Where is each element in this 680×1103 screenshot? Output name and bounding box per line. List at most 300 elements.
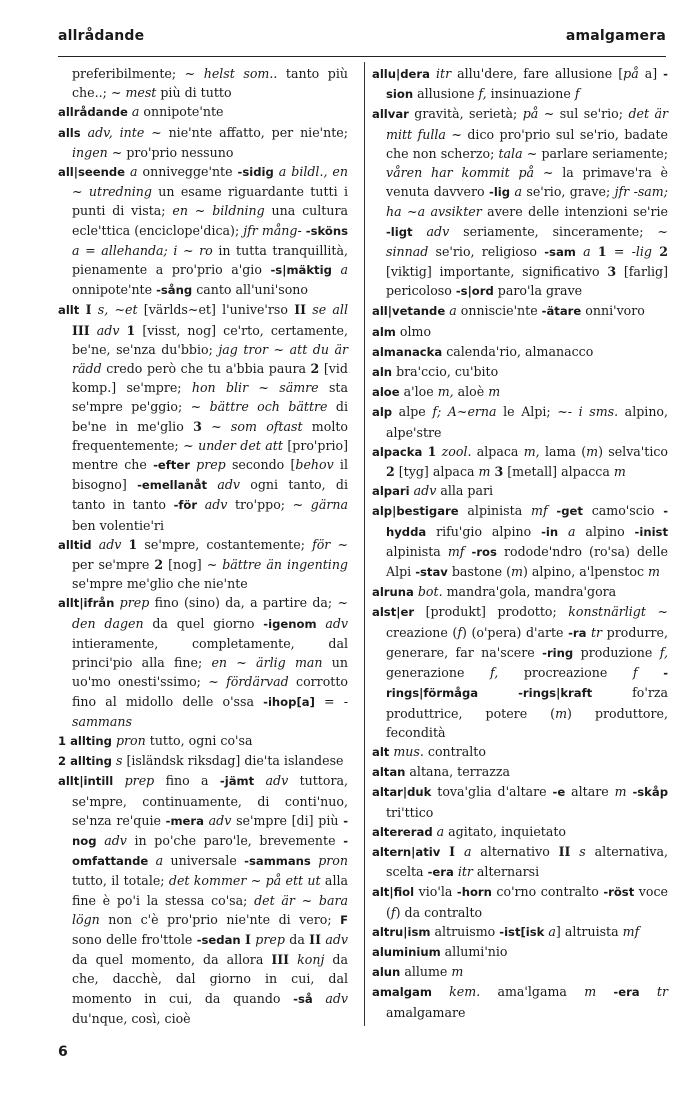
headword: alm (372, 324, 396, 339)
italic-text: adv (413, 483, 437, 499)
headword: -mera (165, 813, 204, 828)
definition-text (202, 419, 211, 434)
italic-text: ~ den dagen (72, 595, 348, 631)
dictionary-entry (372, 342, 668, 362)
italic-text: mf (447, 543, 465, 559)
headword: aloe (372, 385, 400, 400)
definition-text: insinuazione (486, 86, 575, 102)
dictionary-entry (58, 731, 348, 751)
headword: alp|bestigare (372, 504, 459, 519)
dictionary-entry (58, 771, 348, 1028)
sense-number: 1 (427, 443, 437, 459)
italic-text: m (511, 564, 523, 580)
headword: -sam (544, 244, 576, 259)
definition-text: voce ( (386, 884, 668, 920)
italic-text: m (478, 464, 491, 480)
definition-text: le Alpi; (496, 404, 558, 420)
headword: alp (372, 405, 393, 420)
definition-text: ) (o'pera) d'arte (462, 624, 569, 640)
dictionary-entry (372, 481, 668, 501)
italic-text: jfr mång- (243, 222, 302, 238)
definition-text: seriamente, sinceramente; ~ (449, 223, 668, 239)
dictionary-entry (58, 751, 348, 771)
definition-text: più di tutto (156, 85, 232, 101)
definition-text (315, 694, 324, 709)
dictionary-entry (372, 982, 668, 1021)
italic-text: m (451, 964, 464, 980)
definition-text: alternativo (471, 843, 559, 859)
definition-text: bra'ccio, cu'bito (392, 364, 499, 380)
headword: 2 allting (58, 754, 112, 769)
headword: allvar (372, 107, 409, 122)
definition-text (576, 244, 583, 259)
italic-text: a = allehanda; i ~ ro (72, 242, 213, 258)
definition-text: fino a (154, 773, 220, 789)
italic-text: sinnad (386, 243, 429, 259)
definition-text (148, 853, 155, 868)
definition-text: [tyg] alpaca (394, 464, 479, 480)
italic-text: a (514, 184, 522, 200)
headword: altererad (372, 824, 433, 839)
italic-text: m, (437, 384, 454, 400)
sense-number: II (294, 302, 306, 318)
headword: -jämt (219, 774, 255, 789)
definition-text: paro'la grave (493, 283, 583, 299)
definition-text (455, 844, 464, 859)
italic-text: m (648, 564, 660, 580)
italic-text: det är ~ bara lögn (72, 892, 349, 927)
definition-text: ben volentie'ri (72, 517, 164, 533)
definition-text: sul se'rio; (554, 106, 629, 122)
definition-text: onnipote'nte (139, 104, 224, 120)
definition-text: [nog] (163, 557, 207, 573)
italic-text: ~ fördärvad (208, 674, 289, 690)
definition-text: agitato, inquietato (444, 823, 566, 839)
definition-text: da quel momento, da allora (72, 952, 272, 968)
headword: altan (372, 765, 406, 780)
italic-text: hon blir ~ sämre (191, 380, 319, 396)
definition-text: corrotto fino al midollo delle o'ssa (72, 674, 348, 709)
headword: alltid (58, 537, 92, 552)
definition-text: intieramente, completamente, dal princi'pio alla fine; (72, 635, 348, 671)
definition-text (607, 244, 614, 259)
headword: aln (372, 365, 393, 380)
sense-number: 1 (126, 322, 136, 338)
italic-text: a (449, 303, 457, 319)
definition-text (207, 477, 217, 492)
definition-text: il bisogno] (72, 457, 348, 493)
definition-text: fino (sino) da, a partire da; (149, 595, 338, 611)
definition-text: se'rio, grave; (522, 184, 615, 200)
sense-number: 2 (310, 361, 320, 377)
definition-text: in tutta tranquillità, pienamente a pro'prio a'gio (72, 242, 348, 278)
headword: alpacka (372, 444, 423, 459)
definition-text: ) alpino, a'lpenstoc (522, 564, 649, 580)
page-header (58, 22, 666, 57)
headword: alpari (372, 484, 410, 499)
definition-text: amalgamare (386, 1004, 466, 1020)
italic-text: a bildl., en ~ utredning (72, 164, 348, 200)
definition-text (121, 537, 128, 552)
definition-text: calenda'rio, almanacco (442, 343, 594, 359)
italic-text: mest (125, 85, 157, 101)
dictionary-entry (372, 582, 668, 602)
italic-text: a (131, 104, 140, 120)
headword: altru|ism (372, 924, 431, 939)
definition-text: du'nque, così, cioè (72, 1010, 191, 1026)
definition-text: secondo [ (225, 457, 296, 473)
definition-text: contralto (423, 743, 486, 759)
definition-text: universale (163, 853, 245, 869)
dictionary-entry (372, 442, 668, 481)
definition-text: molto frequentemente; (72, 418, 348, 453)
definition-text: in po'che paro'le, brevemente (126, 832, 344, 848)
italic-text: det är mitt fulla ~ (386, 106, 668, 142)
italic-text: konstnärligt ~ (568, 604, 668, 620)
italic-text: prep (124, 773, 155, 789)
dictionary-entry (372, 322, 668, 342)
definition-text: mandra'gola, mandra'gora (442, 584, 617, 600)
definition-text: sono delle fro'ttole (72, 931, 197, 947)
definition-text: vio'la (414, 884, 457, 900)
definition-text: creazione ( (386, 624, 458, 640)
italic-text: ~ gärna (292, 497, 348, 513)
definition-text (92, 537, 99, 552)
sense-number: 2 (659, 243, 668, 259)
definition-text (119, 323, 126, 338)
definition-text: allume (400, 964, 452, 980)
dictionary-entry (372, 104, 668, 301)
definition-text: se'rio, religioso (428, 243, 545, 259)
italic-text: m (584, 984, 597, 1000)
headword: -ist[isk (499, 924, 545, 939)
sense-number: 3 (193, 418, 202, 434)
definition-text: onni'voro (581, 303, 645, 319)
italic-text: adv (204, 497, 228, 513)
italic-text: adv (325, 931, 349, 947)
left-column (58, 64, 348, 1028)
definition-text: camo'scio (582, 503, 664, 519)
sense-number: 3 (607, 264, 617, 280)
sense-number: 2 (386, 464, 395, 480)
definition-text: sta se'mpre pe'ggio; (72, 380, 348, 415)
dictionary-entry (372, 842, 668, 882)
italic-text: a (436, 823, 445, 839)
definition-text: rodode'ndro (ro'sa) delle Alpi (386, 543, 668, 580)
sense-number: II (558, 843, 571, 859)
headword: -s|mäktig (270, 263, 332, 278)
definition-text: tova'glia d'altare (431, 784, 553, 800)
italic-text: se all (312, 302, 348, 318)
dictionary-entry (372, 382, 668, 402)
italic-text: jag tror ~ att du är rädd (72, 341, 349, 377)
headword: all|vetande (372, 304, 446, 319)
definition-text: tutto, ogni co'sa (145, 732, 253, 748)
headword: -röst (603, 885, 635, 900)
definition-text: tri'ttico (386, 804, 434, 820)
definition-text: [världs~et] l'unive'rso (137, 302, 295, 318)
definition-text: alla fine è po'i la stessa co'sa; (72, 873, 349, 908)
italic-text: prep (119, 595, 150, 611)
headword: almanacka (372, 344, 443, 359)
italic-text: ~- i sms. (557, 404, 619, 420)
headword: allrådande (58, 105, 128, 120)
italic-text: m (488, 384, 501, 400)
definition-text: ~ nie'nte affatto, per nie'nte; (144, 124, 348, 140)
definition-text (591, 244, 598, 259)
definition-text: alpe (392, 404, 433, 420)
italic-text: f (457, 624, 462, 640)
italic-text: våren har kommit på ~ (386, 165, 554, 181)
definition-text: un uo'mo onesti'ssimo; (72, 655, 348, 690)
definition-text: aloè (453, 384, 489, 400)
sense-number: III (271, 952, 290, 968)
sense-number: I (85, 302, 92, 318)
definition-text: onnisciе'nte (456, 303, 542, 319)
definition-text (413, 224, 427, 239)
headword: -ring (542, 645, 574, 660)
definition-text: alternarsi (472, 864, 540, 880)
definition-text: da che, dacchè, dal giorno in cui, dal momento in cui, da quando (72, 952, 348, 1006)
definition-text: lama ( (539, 443, 587, 459)
italic-text: adv (325, 615, 348, 631)
dictionary-entry (58, 64, 348, 102)
sense-number: 3 (494, 464, 504, 480)
italic-text: helst som.. (203, 66, 278, 81)
headword: aluminium (372, 944, 441, 959)
headword: -get (556, 504, 583, 519)
definition-text (464, 544, 471, 559)
definition-text: ) selva'tico (598, 443, 668, 459)
dictionary-entry (372, 922, 668, 942)
definition-text (432, 984, 449, 999)
sense-number: 1 (597, 243, 607, 259)
definition-text: tanto più che..; ~ (72, 66, 348, 101)
italic-text: adv (98, 536, 122, 552)
dictionary-entry (58, 300, 348, 534)
italic-text: jfr -sam; ha ~a avsikter (386, 184, 668, 220)
definition-text (478, 685, 518, 700)
definition-text (313, 991, 326, 1006)
headword: -ätare (541, 304, 582, 319)
definition-text: produzione (573, 644, 660, 660)
definition-text: [farlig] pericoloso (386, 264, 668, 299)
definition-text (440, 844, 449, 859)
dictionary-entry (58, 102, 348, 122)
definition-text (640, 984, 657, 999)
italic-text: adv (325, 990, 348, 1006)
italic-text: ~ bättre och bättre (190, 399, 328, 415)
headword: -hydda (386, 504, 668, 539)
definition-text: credo però che tu a'bbia paura (101, 361, 311, 377)
italic-text: på ~ (522, 106, 555, 122)
definition-text: da (284, 931, 310, 947)
definition-text (638, 665, 664, 680)
sense-number: III (72, 322, 90, 338)
definition-text: procreazione (498, 665, 633, 681)
italic-text: a (583, 243, 591, 259)
italic-text: prep (196, 457, 226, 473)
definition-text: alpino, alpe'stre (386, 404, 669, 440)
definition-text: avere delle intenzioni se'rie (481, 204, 668, 220)
headword: allu|dera (372, 67, 430, 81)
italic-text: a (548, 923, 556, 939)
dictionary-entry (372, 942, 668, 962)
dictionary-entry (372, 362, 668, 382)
dictionary-entry (372, 822, 668, 842)
dictionary-entry (372, 882, 668, 921)
headword: -så (293, 991, 313, 1006)
definition-text: ] altruista (555, 923, 623, 939)
definition-text: [visst, nog] ce'rto, certamente, be'ne, se'nza du'bbio; (72, 322, 348, 357)
definition-text: [vid komp.] se'mpre; (72, 361, 348, 396)
definition-text: [produkt] prodotto; (414, 604, 569, 620)
definition-text (254, 773, 265, 788)
italic-text: m (586, 443, 599, 459)
italic-text: s (115, 753, 123, 769)
headword: -ihop[a] (263, 694, 315, 709)
headword: -era (613, 985, 640, 1000)
dictionary-entry (372, 64, 668, 104)
headword: -rings|kraft (518, 686, 593, 701)
italic-text: itr (457, 864, 473, 880)
italic-text: mf (622, 923, 640, 939)
italic-text: zool. (441, 443, 472, 459)
definition-text: la primave'ra è venuta davvero (386, 165, 668, 200)
italic-text: mf (531, 503, 548, 519)
definition-text: [viktig] importante, significativo (386, 264, 608, 280)
definition-text: a] (638, 66, 664, 81)
italic-text: adv (217, 477, 241, 493)
headword: alls (58, 125, 81, 140)
definition-text: se'mpre me'glio che nie'nte (72, 576, 248, 592)
header-last-headword: amalgamera (565, 28, 666, 44)
italic-text: prep (255, 931, 285, 947)
italic-text: ~ under det att (183, 437, 283, 453)
definition-text: da quel giorno (143, 615, 264, 631)
italic-text: ~ som oftast (211, 418, 303, 434)
italic-text: f (574, 86, 580, 102)
definition-text: dico pro'prio sul se'rio, badate che non scherzo; (386, 126, 668, 161)
definition-text: co'rno contralto (491, 884, 604, 900)
italic-text: f, (490, 665, 499, 681)
italic-text: f; A~erna (432, 404, 497, 420)
definition-text: olmo (395, 323, 432, 339)
definition-text: gravità, serietà; (408, 106, 523, 122)
definition-text: [pro'prio] mentre che (72, 437, 349, 473)
italic-text: a (155, 853, 164, 869)
italic-text: tala ~ (498, 145, 538, 161)
headword: alt (372, 744, 390, 759)
headword: -ligt (386, 224, 413, 239)
headword: alt|fiol (372, 885, 415, 900)
definition-text: [metall] alpacca (503, 464, 614, 480)
sense-number: 2 (154, 557, 164, 573)
italic-text: adv (265, 773, 289, 789)
italic-text: ingen (72, 144, 108, 160)
definition-text: altana, terrazza (405, 764, 510, 780)
italic-text: a (567, 523, 576, 539)
definition-text (90, 323, 97, 338)
definition-text (570, 844, 579, 859)
definition-text (113, 773, 124, 788)
headword: -stav (415, 565, 448, 580)
definition-text: una cultura ecle'ttica (enciclope'dica); (72, 203, 349, 238)
dictionary-entry (58, 535, 348, 594)
dictionary-entry (58, 123, 348, 162)
dictionary-entry (58, 593, 348, 730)
definition-text: rifu'gio alpino (426, 523, 542, 539)
italic-text: itr (435, 66, 452, 81)
definition-text: produrre, generare, far na'scere (386, 624, 668, 660)
definition-text: allu'dere, fare allusione [ (451, 66, 624, 81)
italic-text: adv, inte (87, 124, 145, 140)
definition-text: alpinista (458, 503, 531, 519)
italic-text: f (390, 904, 396, 920)
italic-text: pron (115, 732, 146, 748)
headword: alun (372, 965, 401, 980)
dictionary-entry (372, 301, 668, 321)
headword: -omfattande (72, 833, 348, 869)
definition-text: alpinista (386, 543, 448, 559)
definition-text (596, 984, 613, 999)
definition-text: tutto, il totale; (72, 873, 169, 889)
headword: -sammans (244, 854, 311, 869)
italic-text: ~et (114, 302, 138, 318)
definition-text: parlare seriamente; (537, 145, 668, 161)
dictionary-entry (372, 402, 668, 441)
headword: -emellanåt (137, 478, 208, 493)
definition-text: se'mpre [di] più (231, 812, 344, 828)
headword: -igenom (263, 616, 317, 631)
headword: amalgam (372, 985, 432, 1000)
headword: -sion (386, 67, 668, 102)
dictionary-entry (372, 762, 668, 782)
headword: -ra (568, 625, 587, 640)
headword: -rings|förmåga (386, 666, 668, 701)
definition-text: onnipote'nte (72, 282, 157, 298)
definition-text (289, 952, 297, 967)
headword: -skåp (632, 785, 668, 800)
italic-text: a (130, 164, 138, 180)
italic-text: m, (523, 443, 540, 459)
definition-text: bastone ( (447, 564, 512, 580)
italic-text: adv (104, 832, 127, 848)
headword: alruna (372, 585, 414, 600)
headword: -sång (156, 283, 193, 298)
italic-text: kem. (449, 984, 481, 1000)
dictionary-entry (58, 162, 348, 300)
definition-text: ogni tanto, di tanto in tanto (72, 477, 348, 513)
headword: -sedan (196, 932, 241, 947)
headword: 1 allting (58, 733, 112, 748)
italic-text: adv (208, 812, 232, 828)
sense-number: I (245, 931, 251, 947)
definition-text: preferibilmente; ~ (72, 66, 204, 81)
italic-text: f, (478, 86, 487, 102)
definition-text: alla pari (436, 483, 494, 499)
definition-text: non c'è pro'prio nie'nte di vero; (99, 911, 341, 927)
headword: -nog (72, 813, 348, 848)
headword: -lig (489, 185, 511, 200)
italic-text: = -sammans (72, 693, 348, 729)
italic-text: tr (656, 984, 668, 1000)
headword: altern|ativ (372, 844, 441, 859)
italic-text: = -lig (613, 243, 652, 259)
definition-text: se'mpre, costantemente; (137, 536, 313, 552)
headword: F (340, 912, 348, 927)
page-number: 6 (58, 1044, 68, 1060)
